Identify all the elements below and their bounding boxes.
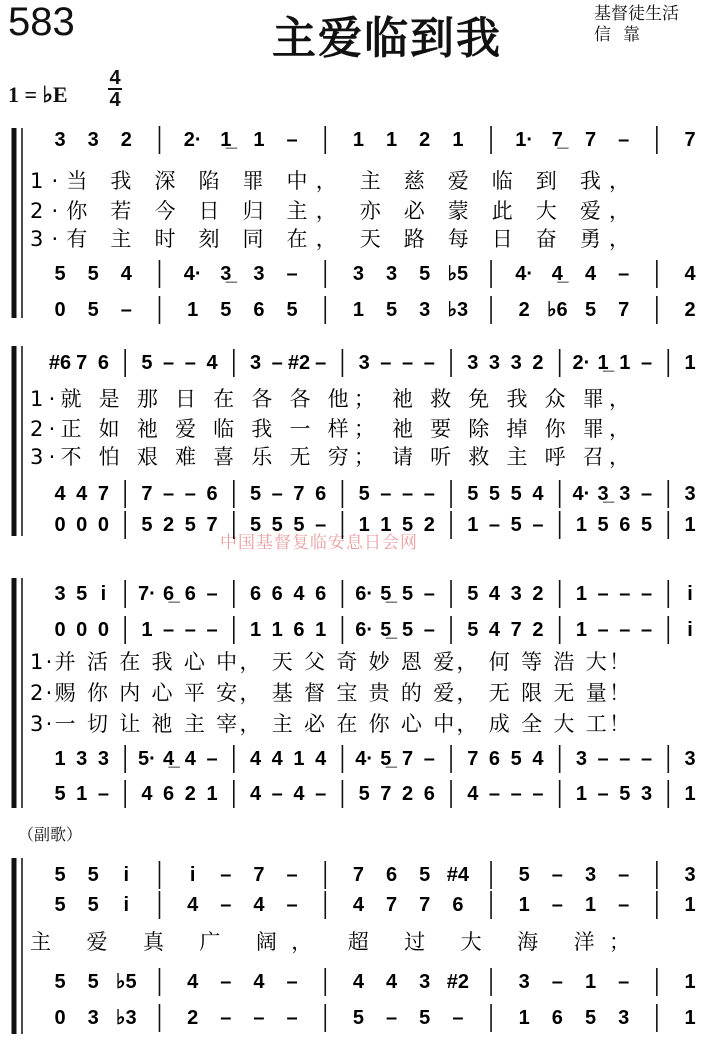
- note: 3: [467, 352, 479, 374]
- note: –: [315, 783, 327, 805]
- note: 6̲: [163, 583, 175, 605]
- note: –: [386, 1007, 398, 1029]
- note: 7: [618, 299, 630, 321]
- note: 4: [249, 783, 262, 805]
- note: 2: [163, 514, 175, 536]
- lyric-line: 2·正 如 祂 爱 临 我 一 样； 祂 要 除 掉 你 罪，: [30, 417, 630, 441]
- key-signature: 1 = ♭E: [8, 82, 68, 107]
- lyric-line: 2·你 若 今 日 归 主， 亦 必 蒙 此 大 爱，: [30, 199, 630, 223]
- note: 5: [584, 1007, 597, 1029]
- note: 7: [380, 783, 392, 805]
- note: 1: [518, 894, 530, 916]
- note: –: [286, 263, 298, 285]
- note: 7̲: [551, 129, 563, 151]
- note: 5: [249, 514, 262, 536]
- note: 6: [423, 783, 435, 805]
- note: 1: [684, 971, 696, 993]
- note: i: [189, 864, 196, 886]
- note: 5: [402, 514, 414, 536]
- note: 5̲: [380, 748, 392, 770]
- note: 0: [54, 299, 66, 321]
- note: 2: [532, 619, 544, 641]
- note: 2·: [572, 352, 591, 374]
- note: 0: [76, 514, 88, 536]
- note: –: [597, 619, 609, 641]
- note: 4: [488, 619, 501, 641]
- note: 3: [87, 1007, 99, 1029]
- note: 1: [54, 748, 66, 770]
- note: 5: [293, 514, 305, 536]
- note: 4·: [572, 483, 591, 505]
- hymn-title: 主爱临到我: [272, 13, 502, 64]
- note: 5: [619, 783, 631, 805]
- note: –: [184, 619, 196, 641]
- note: 5: [597, 514, 609, 536]
- note: i: [687, 583, 693, 605]
- note: #2: [446, 971, 470, 993]
- note: –: [184, 483, 196, 505]
- note: 4: [532, 748, 544, 770]
- note: 7: [584, 129, 597, 151]
- note: 2: [120, 129, 132, 151]
- note: –: [163, 483, 175, 505]
- note: –: [618, 864, 630, 886]
- note: 7: [402, 748, 414, 770]
- note: –: [220, 894, 232, 916]
- note: –: [184, 352, 196, 374]
- note: 6·: [355, 583, 374, 605]
- note: –: [286, 971, 298, 993]
- lyric-line: 3·有 主 时 刻 同 在， 天 路 每 日 奋 勇，: [30, 227, 630, 251]
- note: 6: [293, 619, 305, 641]
- note: 5: [419, 263, 431, 285]
- note: ♭6: [547, 299, 568, 321]
- note: 2: [402, 783, 414, 805]
- note: –: [619, 583, 631, 605]
- note: 4: [386, 971, 398, 993]
- note: 7: [141, 483, 153, 505]
- note: 1: [684, 894, 696, 916]
- note: 3: [249, 352, 262, 374]
- note: 1: [249, 619, 262, 641]
- note: 1: [352, 129, 364, 151]
- note: 6: [249, 583, 262, 605]
- note: 3: [619, 483, 631, 505]
- note: i: [100, 583, 107, 605]
- note: 5: [402, 619, 414, 641]
- note: i: [123, 864, 130, 886]
- note: 6: [452, 894, 464, 916]
- note: –: [551, 864, 563, 886]
- note: 7: [510, 619, 522, 641]
- note: 5: [220, 299, 232, 321]
- note: 3: [510, 583, 522, 605]
- note: 5: [467, 483, 479, 505]
- note: 4: [54, 483, 66, 505]
- note: 5: [352, 1007, 364, 1029]
- note: 1: [386, 129, 398, 151]
- note: 7: [467, 748, 479, 770]
- note: –: [286, 129, 298, 151]
- meter-bottom: 4: [109, 89, 121, 111]
- note: 1·: [515, 129, 534, 151]
- note: 0: [76, 619, 88, 641]
- note: –: [488, 783, 501, 805]
- note: 4: [293, 783, 305, 805]
- note: –: [452, 1007, 464, 1029]
- note: –: [271, 483, 283, 505]
- note: 2: [184, 783, 196, 805]
- note: –: [271, 783, 283, 805]
- note: 6·: [355, 619, 374, 641]
- note: 3: [54, 583, 66, 605]
- note: –: [97, 783, 110, 805]
- note: 6: [488, 748, 501, 770]
- note: 5: [271, 514, 283, 536]
- note: –: [286, 1007, 298, 1029]
- note: –: [597, 748, 609, 770]
- note: 7: [684, 129, 696, 151]
- note: 6: [619, 514, 631, 536]
- note: 1: [575, 583, 587, 605]
- note: 5: [386, 299, 398, 321]
- note: 2: [187, 1007, 199, 1029]
- note: –: [618, 263, 630, 285]
- note: –: [423, 483, 435, 505]
- note: 4: [253, 894, 265, 916]
- note: 1: [293, 748, 305, 770]
- note: 5: [54, 864, 66, 886]
- note: –: [315, 514, 327, 536]
- note: –: [640, 748, 653, 770]
- chorus-label: （副歌）: [18, 825, 83, 844]
- note: –: [423, 583, 435, 605]
- note: –: [423, 352, 435, 374]
- note: –: [618, 129, 630, 151]
- note: –: [120, 299, 132, 321]
- note: –: [220, 971, 232, 993]
- note: 7: [253, 864, 265, 886]
- note: 1: [380, 514, 392, 536]
- note: 6: [163, 783, 175, 805]
- note: 4: [76, 483, 88, 505]
- note: 3: [488, 352, 501, 374]
- note: 5: [510, 514, 522, 536]
- note: 2: [684, 299, 696, 321]
- source-line-2: 信靠: [594, 25, 652, 45]
- note: 5: [402, 583, 414, 605]
- note: –: [619, 619, 631, 641]
- note: 5: [141, 352, 153, 374]
- lyric-line: 3·不 怕 艰 难 喜 乐 无 穷； 请 听 救 主 呼 召，: [30, 445, 630, 469]
- note: 0: [97, 619, 110, 641]
- note: –: [206, 619, 218, 641]
- note: 6: [253, 299, 265, 321]
- note: 1: [352, 299, 364, 321]
- note: 3: [54, 129, 66, 151]
- note: –: [163, 619, 175, 641]
- note: 5: [584, 299, 597, 321]
- note: 4: [271, 748, 283, 770]
- note: 7: [76, 352, 88, 374]
- note: 6: [551, 1007, 563, 1029]
- note: –: [619, 748, 631, 770]
- note: 3: [618, 1007, 630, 1029]
- lyric-line: 3·一 切 让 祂 主 宰， 主 必 在 你 心 中， 成 全 大 工！: [30, 712, 630, 736]
- note: 2: [518, 299, 530, 321]
- note: 4: [584, 263, 597, 285]
- note: #4: [446, 864, 470, 886]
- note: 5̲: [380, 619, 392, 641]
- note: 1: [271, 619, 283, 641]
- note: –: [220, 1007, 232, 1029]
- note: 1: [141, 619, 153, 641]
- note: 7: [97, 483, 110, 505]
- note: –: [271, 352, 283, 374]
- note: 5: [419, 1007, 431, 1029]
- note: 3: [76, 748, 88, 770]
- note: 3: [97, 748, 110, 770]
- note: –: [253, 1007, 265, 1029]
- note: 2: [423, 514, 435, 536]
- note: 4·: [355, 748, 374, 770]
- lyric-line: 2·赐 你 内 心 平 安， 基 督 宝 贵 的 爱， 无 限 无 量！: [30, 681, 630, 705]
- note: 1: [575, 783, 587, 805]
- note: 4: [488, 583, 501, 605]
- note: 1: [187, 299, 199, 321]
- note: –: [206, 748, 218, 770]
- note: 5: [54, 263, 66, 285]
- note: 5: [510, 483, 522, 505]
- note: 3: [253, 263, 265, 285]
- note: 3: [684, 864, 696, 886]
- note: #2: [287, 352, 311, 374]
- lyric-line: 1·就 是 那 日 在 各 各 他； 祂 救 免 我 众 罪，: [30, 387, 630, 411]
- note: 5: [87, 263, 99, 285]
- note: 4·: [515, 263, 534, 285]
- watermark: 中国基督复临安息日会网: [220, 533, 418, 553]
- note: 1: [684, 514, 696, 536]
- lyric-line: 1·并 活 在 我 心 中， 天 父 奇 妙 恩 爱， 何 等 浩 大！: [30, 650, 630, 674]
- note: 1: [518, 1007, 530, 1029]
- note: –: [597, 783, 609, 805]
- note: 4: [249, 748, 262, 770]
- note: 3: [352, 263, 364, 285]
- note: –: [402, 352, 414, 374]
- note: 3̲: [597, 483, 609, 505]
- note: 6: [386, 864, 398, 886]
- note: 5·: [137, 748, 156, 770]
- note: 5: [419, 864, 431, 886]
- note: 5: [54, 894, 66, 916]
- note: –: [551, 894, 563, 916]
- note: 2·: [183, 129, 202, 151]
- note: 4̲: [163, 748, 175, 770]
- note: –: [532, 783, 544, 805]
- note: –: [380, 352, 392, 374]
- note: 7: [419, 894, 431, 916]
- note: 5: [54, 783, 66, 805]
- note: –: [402, 483, 414, 505]
- note: 3: [584, 864, 597, 886]
- note: 3: [510, 352, 522, 374]
- note: –: [640, 352, 653, 374]
- note: 1̲: [220, 129, 232, 151]
- note: i: [123, 894, 130, 916]
- hymn-number: 583: [8, 0, 75, 44]
- note: 3: [575, 748, 587, 770]
- lyric-line: 主 爱 真 广 阔， 超 过 大 海 洋；: [30, 930, 630, 954]
- note: 5: [76, 583, 88, 605]
- note: 5: [286, 299, 298, 321]
- note: 4: [352, 971, 364, 993]
- note: 7: [386, 894, 398, 916]
- note: –: [551, 971, 563, 993]
- note: 5: [87, 299, 99, 321]
- lyric-line: 1·当 我 深 陷 罪 中， 主 慈 爱 临 到 我，: [30, 169, 630, 193]
- note: 3: [386, 263, 398, 285]
- note: ♭3: [447, 299, 469, 321]
- note: ♭5: [447, 263, 469, 285]
- note: 4: [141, 783, 153, 805]
- note: –: [206, 583, 218, 605]
- note: 1: [358, 514, 370, 536]
- note: –: [618, 971, 630, 993]
- note: –: [488, 514, 501, 536]
- note: 5: [184, 514, 196, 536]
- note: 1: [315, 619, 327, 641]
- note: 3: [640, 783, 653, 805]
- note: 3: [684, 483, 696, 505]
- note: 5̲: [380, 583, 392, 605]
- note: 4: [467, 783, 479, 805]
- note: 3: [419, 299, 431, 321]
- note: 2: [532, 583, 544, 605]
- note: 1: [452, 129, 464, 151]
- note: 2: [532, 352, 544, 374]
- note: 3̲: [220, 263, 232, 285]
- note: 5: [510, 748, 522, 770]
- note: –: [220, 864, 232, 886]
- note: i: [687, 619, 693, 641]
- note: 7: [352, 864, 364, 886]
- note: 1: [584, 971, 597, 993]
- note: 3: [419, 971, 431, 993]
- note: 5: [87, 894, 99, 916]
- note: –: [423, 748, 435, 770]
- note: ♭3: [116, 1007, 137, 1029]
- note: 5: [467, 619, 479, 641]
- note: 4: [253, 971, 265, 993]
- note: 7: [293, 483, 305, 505]
- note: 5: [488, 483, 501, 505]
- note: –: [597, 583, 609, 605]
- note: 1: [575, 514, 587, 536]
- note: 5: [518, 864, 530, 886]
- note: –: [510, 783, 522, 805]
- note: 3: [87, 129, 99, 151]
- note: 0: [54, 1007, 66, 1029]
- note: 4̲: [551, 263, 563, 285]
- note: 6: [97, 352, 110, 374]
- note: 5: [358, 783, 370, 805]
- note: –: [315, 352, 327, 374]
- note: 7·: [137, 583, 156, 605]
- note: 1̲: [597, 352, 609, 374]
- note: 6: [184, 583, 196, 605]
- note: 5: [640, 514, 653, 536]
- note: 1: [619, 352, 631, 374]
- note: –: [163, 352, 175, 374]
- note: 4: [206, 352, 218, 374]
- note: 7: [206, 514, 218, 536]
- note: –: [640, 619, 653, 641]
- note: –: [380, 483, 392, 505]
- note: 1: [206, 783, 218, 805]
- note: 3: [358, 352, 370, 374]
- note: 5: [141, 514, 153, 536]
- note: 1: [684, 1007, 696, 1029]
- note: 1: [253, 129, 265, 151]
- note: 1: [76, 783, 88, 805]
- note: ♭5: [116, 971, 137, 993]
- note: –: [618, 894, 630, 916]
- note: 0: [97, 514, 110, 536]
- note: 6: [206, 483, 218, 505]
- note: 4: [184, 748, 196, 770]
- note: 4: [315, 748, 327, 770]
- note: –: [640, 483, 653, 505]
- note: 4: [532, 483, 544, 505]
- note: 3: [518, 971, 530, 993]
- note: 0: [54, 514, 66, 536]
- source-line-1: 基督徒生活: [594, 4, 679, 24]
- note: –: [286, 894, 298, 916]
- note: 1: [575, 619, 587, 641]
- note: 4: [120, 263, 132, 285]
- note: 5: [467, 583, 479, 605]
- note: –: [286, 864, 298, 886]
- note: –: [532, 514, 544, 536]
- note: 4: [352, 894, 364, 916]
- note: 0: [54, 619, 66, 641]
- note: 5: [358, 483, 370, 505]
- note: 5: [87, 971, 99, 993]
- note: 3: [684, 748, 696, 770]
- note: 1: [684, 352, 696, 374]
- note: 4: [187, 894, 199, 916]
- note: 1: [684, 783, 696, 805]
- note: 4: [293, 583, 305, 605]
- note: #6: [48, 352, 72, 374]
- meter-top: 4: [109, 67, 121, 89]
- note: –: [423, 619, 435, 641]
- note: –: [640, 583, 653, 605]
- note: 4·: [183, 263, 202, 285]
- note: 5: [87, 864, 99, 886]
- note: 2: [419, 129, 431, 151]
- note: 5: [54, 971, 66, 993]
- note: 6: [315, 583, 327, 605]
- note: 5: [249, 483, 262, 505]
- note: 1: [584, 894, 597, 916]
- note: 6: [315, 483, 327, 505]
- note: 6: [271, 583, 283, 605]
- note: 1: [467, 514, 479, 536]
- note: 4: [684, 263, 696, 285]
- note: 4: [187, 971, 199, 993]
